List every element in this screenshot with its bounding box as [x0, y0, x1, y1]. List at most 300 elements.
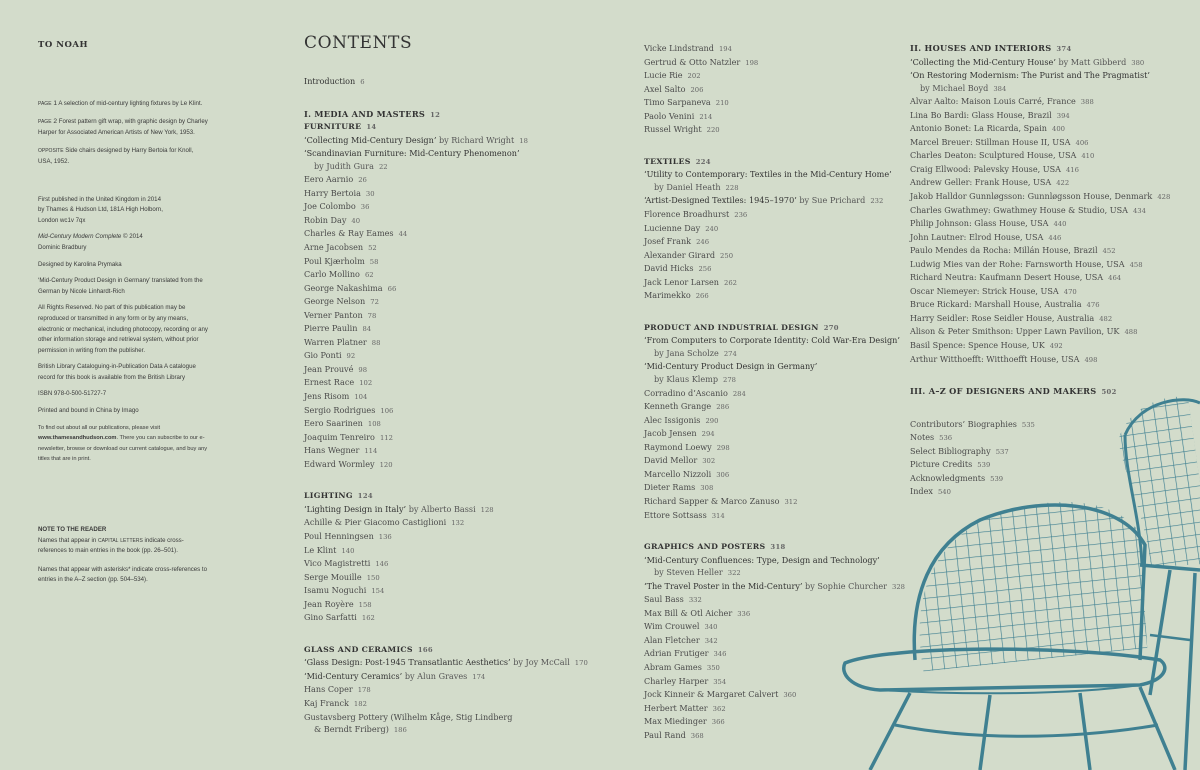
page-number: 286 [716, 403, 730, 412]
entry-title: Jean Royère [304, 598, 354, 609]
page-number: 314 [711, 511, 725, 520]
entry-title: Philip Johnson: Glass House, USA [910, 218, 1049, 229]
page-number: 446 [1048, 233, 1062, 242]
page-number: 284 [732, 389, 746, 398]
page-number: 328 [892, 582, 906, 591]
toc-column-1 [304, 75, 588, 737]
page-number: 14 [366, 123, 377, 132]
entry-title: III. A–Z OF DESIGNERS AND MAKERS [910, 386, 1097, 397]
page-number: 92 [346, 352, 356, 361]
page-number: 274 [723, 349, 737, 358]
page-number: 128 [480, 505, 494, 514]
publisher-line-2: by Thames & Hudson Ltd, 181A High Holborn, [38, 206, 163, 214]
toc-entry [644, 347, 905, 361]
page-number: 384 [993, 84, 1007, 93]
toc-entry [910, 339, 1170, 353]
entry-title: Wim Crouwel [644, 621, 700, 632]
page-number: 62 [364, 271, 374, 280]
entry-title: ‘On Restoring Modernism: The Purist and The Pragmatist’ [910, 70, 1150, 81]
entry-title: Jock Kinneir & Margaret Calvert [644, 689, 779, 700]
page-number: 166 [417, 645, 433, 654]
toc-entry [304, 544, 588, 558]
page-number: 232 [870, 197, 884, 206]
page-number: 410 [1081, 152, 1095, 161]
entry-title: ‘Lighting Design in Italy’ [304, 503, 407, 514]
caption-text: Side chairs designed by Harry Bertoia for Knoll, USA, 1952. [38, 147, 194, 165]
page-number: 178 [357, 686, 371, 695]
entry-title: Gio Ponti [304, 350, 342, 361]
british-library-note: British Library Cataloguing-in-Publication Data A catalogue record for this book is available from the British Library [38, 363, 196, 381]
caption-lead: opposite [38, 147, 64, 155]
entry-title: Harry Bertoia [304, 187, 361, 198]
entry-title: ‘Mid-Century Confluences: Type, Design and Technology’ [644, 554, 880, 565]
entry-title: Richard Sapper & Marco Zanuso [644, 495, 780, 506]
entry-author: by Joy McCall [513, 657, 570, 668]
entry-title: Vico Magistretti [304, 558, 371, 569]
entry-author: by Michael Boyd [920, 82, 989, 93]
entry-title: Eero Saarinen [304, 418, 363, 429]
page-number: 406 [1075, 138, 1089, 147]
entry-title: GRAPHICS AND POSTERS [644, 542, 766, 552]
publisher-line-1: First published in the United Kingdom in 2014 [38, 195, 161, 203]
entry-title: Alan Fletcher [644, 634, 700, 645]
page-number: 354 [713, 677, 727, 686]
toc-entry [304, 516, 588, 530]
entry-title: ‘Collecting Mid-Century Design’ [304, 134, 437, 145]
page-number: 198 [745, 58, 759, 67]
entry-title: Notes [910, 432, 935, 443]
page-number: 266 [695, 292, 709, 301]
entry-title: Herbert Matter [644, 702, 708, 713]
toc-entry [304, 75, 588, 89]
toc-entry [910, 244, 1170, 258]
toc-entry [644, 83, 905, 97]
front-chair-icon [844, 474, 1175, 770]
page-number: 470 [1063, 287, 1077, 296]
page-number: 537 [995, 447, 1009, 456]
page-number: 476 [1086, 301, 1100, 310]
toc-entry [644, 56, 905, 70]
toc-entry [910, 258, 1170, 272]
page-number: 88 [371, 338, 381, 347]
entry-title: Arthur Witthoefft: Witthoefft House, USA [910, 353, 1080, 364]
subsection-heading [304, 490, 588, 503]
entry-title: Gino Sarfatti [304, 612, 357, 623]
toc-entry [304, 571, 588, 585]
toc-entry [644, 69, 905, 83]
page-number: 170 [574, 659, 588, 668]
page-number: 146 [375, 560, 389, 569]
toc-entry [304, 723, 588, 737]
toc-entry [910, 176, 1170, 190]
page-number: 182 [353, 699, 367, 708]
toc-entry [304, 336, 588, 350]
toc-entry [910, 149, 1170, 163]
caption-page-1 [38, 99, 208, 110]
spacer [304, 471, 588, 490]
entry-title: Vicke Lindstrand [644, 43, 714, 53]
page-number: 84 [362, 325, 372, 334]
page-number: 66 [387, 284, 397, 293]
toc-entry [910, 163, 1170, 177]
page-number: 290 [705, 416, 719, 425]
entry-title: Pierre Paulin [304, 323, 358, 334]
page-number: 214 [699, 112, 713, 121]
page-number: 194 [718, 45, 732, 53]
page-number: 416 [1065, 165, 1079, 174]
toc-entry [910, 353, 1170, 367]
toc-entry [304, 530, 588, 544]
entry-title: Jacob Jensen [644, 428, 697, 439]
entry-author: by Steven Heller [654, 567, 723, 578]
page-number: 440 [1053, 220, 1067, 229]
entry-title: Harry Seidler: Rose Seidler House, Australia [910, 312, 1095, 323]
toc-entry [304, 147, 588, 160]
website-link[interactable]: www.thamesandhudson.com [38, 435, 117, 442]
page-number: 298 [716, 443, 730, 452]
toc-entry [304, 458, 588, 472]
entry-title: Gustavsberg Pottery (Wilhelm Kåge, Stig Lindberg [304, 711, 513, 722]
page-number: 346 [713, 650, 727, 659]
entry-title: ‘Collecting the Mid-Century House’ [910, 56, 1056, 67]
entry-author: by Jana Scholze [654, 347, 719, 358]
entry-title: Marimekko [644, 290, 691, 301]
toc-entry [304, 431, 588, 445]
toc-entry [304, 160, 588, 174]
toc-entry [910, 109, 1170, 123]
page-number: 342 [704, 636, 718, 645]
entry-title: Arne Jacobsen [304, 242, 364, 253]
note-to-reader-heading: NOTE TO THE READER [38, 526, 107, 534]
toc-entry [304, 584, 588, 598]
page-number: 400 [1052, 125, 1065, 134]
page-number: 536 [939, 434, 953, 443]
entry-title: Adrian Frutiger [644, 648, 709, 659]
entry-title: Joaquim Tenreiro [304, 431, 375, 442]
entry-author: by Alun Graves [404, 670, 468, 681]
page-number: 206 [690, 85, 704, 94]
page-number: 366 [711, 718, 725, 727]
page-number: 210 [715, 99, 729, 108]
page-number: 332 [688, 596, 702, 605]
toc-entry [304, 309, 588, 323]
page-number: 368 [690, 731, 704, 740]
toc-entry [910, 325, 1170, 339]
capital-letters-term: capital letters [97, 536, 143, 544]
entry-title: ‘From Computers to Corporate Identity: Cold War-Era Design’ [644, 335, 900, 346]
page-number: 124 [357, 492, 373, 501]
toc-entry [910, 190, 1170, 204]
toc-entry [644, 110, 905, 124]
subsection-heading [304, 644, 588, 657]
page-number: 106 [380, 406, 394, 415]
entry-title: Joe Colombo [304, 201, 356, 212]
toc-entry [304, 656, 588, 670]
entry-title: Paul Rand [644, 729, 686, 740]
toc-entry [644, 96, 905, 110]
toc-entry [304, 187, 588, 201]
entry-title: Isamu Noguchi [304, 585, 367, 596]
note-text-after: indicate cross-references to main entries in the book (pp. 26–501). [38, 536, 184, 555]
subsection-heading [644, 156, 905, 169]
publications-text-before: To find out about all our publications, please visit [38, 424, 161, 431]
entry-title: Alec Issigonis [644, 414, 701, 425]
entry-title: Saul Bass [644, 594, 684, 605]
entry-title: Alvar Aalto: Maison Louis Carré, France [910, 96, 1076, 107]
caption-page-2 [38, 117, 208, 138]
toc-entry [304, 282, 588, 296]
entry-title: Jakob Halldor Gunnløgsson: Gunnløgsson House, Denmark [910, 191, 1153, 202]
entry-title: Introduction [304, 76, 356, 86]
entry-title: ‘Utility to Contemporary: Textiles in the Mid-Century Home’ [644, 169, 892, 180]
spacer [910, 366, 1170, 385]
entry-title: Lucie Rie [644, 70, 683, 81]
toc-entry [304, 711, 588, 724]
page-number: 502 [1101, 388, 1117, 397]
entry-title: Charles Gwathmey: Gwathmey House & Studio, USA [910, 204, 1128, 215]
entry-title: Jack Lenor Larsen [644, 276, 719, 287]
toc-entry [304, 503, 588, 517]
toc-entry [644, 360, 905, 373]
page-number: 186 [393, 726, 407, 735]
designed-by: Designed by Karolina Prymaka [38, 260, 122, 268]
entry-author: by Matt Gibberd [1058, 56, 1127, 67]
entry-author: by Sue Prichard [799, 195, 866, 206]
entry-title: ‘Mid-Century Product Design in Germany’ [644, 361, 818, 372]
page-number: 360 [783, 691, 797, 700]
entry-author: by Sophie Churcher [805, 580, 888, 591]
spacer [304, 89, 588, 108]
caption-opposite [38, 146, 208, 167]
page-number: 308 [700, 484, 714, 493]
page-number: 458 [1129, 260, 1143, 269]
toc-entry [644, 235, 905, 249]
entry-title: TEXTILES [644, 156, 691, 166]
toc-entry [644, 194, 905, 208]
entry-title: Max Bill & Otl Aicher [644, 607, 733, 618]
toc-entry [644, 249, 905, 263]
contents-title: CONTENTS [304, 33, 413, 53]
page-number: 492 [1049, 342, 1063, 351]
toc-entry [304, 376, 588, 390]
toc-entry [304, 322, 588, 336]
entry-title: Dieter Rams [644, 482, 696, 493]
page-number: 540 [937, 488, 951, 497]
entry-title: Abram Games [644, 661, 702, 672]
toc-entry [910, 69, 1170, 82]
page-number: 362 [712, 704, 726, 713]
page-number: 78 [367, 311, 377, 320]
section-heading [304, 108, 588, 122]
toc-entry [304, 295, 588, 309]
colophon [38, 40, 208, 586]
page-number: 220 [706, 126, 720, 135]
page-number: 336 [737, 609, 751, 618]
page-number: 246 [696, 238, 710, 247]
entry-title: II. HOUSES AND INTERIORS [910, 43, 1052, 53]
page-number: 294 [701, 430, 715, 439]
entry-title: Poul Kjærholm [304, 255, 365, 266]
page-number: 380 [1131, 58, 1145, 67]
toc-entry [644, 42, 905, 56]
toc-entry [644, 181, 905, 195]
page-number: 340 [704, 623, 718, 632]
page-number: 535 [1021, 420, 1035, 429]
page-number: 114 [364, 447, 378, 456]
entry-title: Kaj Franck [304, 697, 349, 708]
toc-entry [304, 697, 588, 711]
entry-title: & Berndt Friberg) [314, 724, 389, 735]
entry-author: by Daniel Heath [654, 181, 721, 192]
page-number: 236 [734, 211, 748, 220]
page-number: 374 [1056, 45, 1072, 53]
toc-entry [910, 82, 1170, 96]
toc-entry [644, 262, 905, 276]
page-number: 256 [698, 265, 712, 274]
entry-title: Poul Henningsen [304, 530, 374, 541]
entry-title: ‘Glass Design: Post-1945 Transatlantic Aesthetics’ [304, 657, 511, 668]
page-number: 250 [720, 251, 734, 260]
entry-title: Paolo Venini [644, 110, 695, 121]
entry-title: Ettore Sottsass [644, 509, 707, 520]
entry-title: Charles Deaton: Sculptured House, USA [910, 150, 1077, 161]
page-number: 162 [361, 614, 375, 623]
book-title: Mid-Century Modern Complete [38, 233, 122, 241]
page-number: 136 [378, 532, 392, 541]
caption-lead: page 1 [38, 99, 58, 107]
entry-title: Picture Credits [910, 459, 973, 470]
entry-title: David Hicks [644, 263, 694, 274]
entry-title: Corradino d’Ascanio [644, 387, 728, 398]
toc-entry [304, 134, 588, 148]
entry-title: Contributors’ Biographies [910, 418, 1017, 429]
page-number: 6 [360, 78, 365, 86]
page-number: 18 [519, 136, 528, 145]
entry-title: Oscar Niemeyer: Strick House, USA [910, 285, 1059, 296]
toc-entry [910, 136, 1170, 150]
entry-title: Jens Risom [304, 391, 350, 402]
page-number: 120 [379, 460, 393, 469]
entry-title: Alexander Girard [644, 249, 716, 260]
entry-title: Axel Salto [644, 83, 686, 94]
toc-entry [304, 557, 588, 571]
page-number: 350 [706, 663, 720, 672]
spacer [644, 137, 905, 156]
entry-title: ‘Artist-Designed Textiles: 1945–1970’ [644, 195, 797, 206]
publisher-line-3: London wc1v 7qx [38, 216, 86, 224]
translation-credit: ‘Mid-Century Product Design in Germany’ translated from the German by Nicole Linhardt-Rich [38, 277, 203, 295]
rights-notice: All Rights Reserved. No part of this publication may be reproduced or transmitted in any form or by any means, electronic or mechanical, including photocopy, recording or any other information storage and retrieval system, without prior permission in writing from the publisher. [38, 304, 208, 354]
entry-title: Charley Harper [644, 675, 709, 686]
page-number: 482 [1099, 314, 1113, 323]
page-number: 539 [990, 474, 1004, 483]
entry-title: Timo Sarpaneva [644, 97, 711, 108]
toc-entry [644, 222, 905, 236]
entry-title: Bruce Rickard: Marshall House, Australia [910, 299, 1082, 310]
entry-title: Robin Day [304, 214, 347, 225]
entry-title: Ludwig Mies van der Rohe: Farnsworth House, USA [910, 258, 1125, 269]
entry-title: Marcel Breuer: Stillman House II, USA [910, 136, 1071, 147]
page-number: 464 [1108, 274, 1122, 283]
page-number: 12 [430, 110, 441, 119]
page-number: 434 [1132, 206, 1146, 215]
entry-title: Hans Coper [304, 684, 353, 695]
copyright-mark: © 2014 [121, 233, 143, 241]
page-number: 30 [365, 189, 375, 198]
toc-entry [304, 404, 588, 418]
toc-entry [910, 122, 1170, 136]
entry-title: Richard Neutra: Kaufmann Desert House, USA [910, 272, 1104, 283]
toc-entry [304, 268, 588, 282]
entry-title: ‘The Travel Poster in the Mid-Century’ [644, 580, 803, 591]
subsection-heading [644, 322, 905, 335]
isbn: ISBN 978-0-500-51727-7 [38, 390, 107, 398]
entry-title: George Nelson [304, 296, 366, 307]
page-number: 40 [351, 216, 361, 225]
toc-entry [910, 217, 1170, 231]
toc-entry [910, 56, 1170, 70]
entry-title: Antonio Bonet: La Ricarda, Spain [910, 123, 1047, 134]
note-text-before: Names that appear in [38, 536, 98, 544]
page-number: 240 [705, 224, 719, 233]
page-number: 108 [367, 420, 381, 429]
caption-text: A selection of mid-century lighting fixtures by Le Klint. [57, 99, 203, 107]
entry-title: Josef Frank [644, 236, 692, 247]
toc-entry [304, 611, 588, 625]
entry-title: Acknowledgments [910, 472, 986, 483]
entry-title: Craig Ellwood: Palevsky House, USA [910, 163, 1061, 174]
page-number: 140 [341, 546, 355, 555]
page-number: 422 [1056, 179, 1070, 188]
printed-in: Printed and bound in China by Imago [38, 407, 139, 415]
entry-title: David Mellor [644, 455, 698, 466]
page-number: 158 [358, 600, 372, 609]
page-number: 498 [1084, 355, 1098, 364]
toc-entry [304, 598, 588, 612]
copyright [38, 232, 208, 243]
entry-title: Marcello Nizzoli [644, 468, 712, 479]
spacer [644, 303, 905, 322]
entry-title: Kenneth Grange [644, 401, 712, 412]
toc-entry [644, 334, 905, 347]
page-number: 312 [784, 497, 798, 506]
entry-title: FURNITURE [304, 122, 362, 132]
author: Dominic Bradbury [38, 243, 87, 251]
page-number: 22 [378, 162, 388, 171]
page-number: 394 [1056, 111, 1070, 120]
entry-title: GLASS AND CERAMICS [304, 644, 413, 654]
toc-entry [304, 417, 588, 431]
toc-entry [910, 312, 1170, 326]
toc-entry [304, 241, 588, 255]
entry-title: Andrew Geller: Frank House, USA [910, 177, 1052, 188]
toc-entry [304, 200, 588, 214]
toc-entry [644, 373, 905, 387]
page-number: 428 [1157, 193, 1171, 202]
publications-note [38, 423, 208, 465]
note-capital-letters [38, 536, 208, 557]
entry-title: Sergio Rodrigues [304, 404, 376, 415]
entry-title: Index [910, 486, 933, 497]
entry-title: Carlo Mollino [304, 269, 360, 280]
page-number: 104 [354, 393, 368, 402]
entry-author: by Judith Gura [314, 160, 374, 171]
entry-title: Edward Wormley [304, 458, 375, 469]
page-number: 262 [724, 278, 737, 287]
toc-entry [304, 214, 588, 228]
toc-entry [304, 363, 588, 377]
page-number: 58 [369, 257, 379, 266]
